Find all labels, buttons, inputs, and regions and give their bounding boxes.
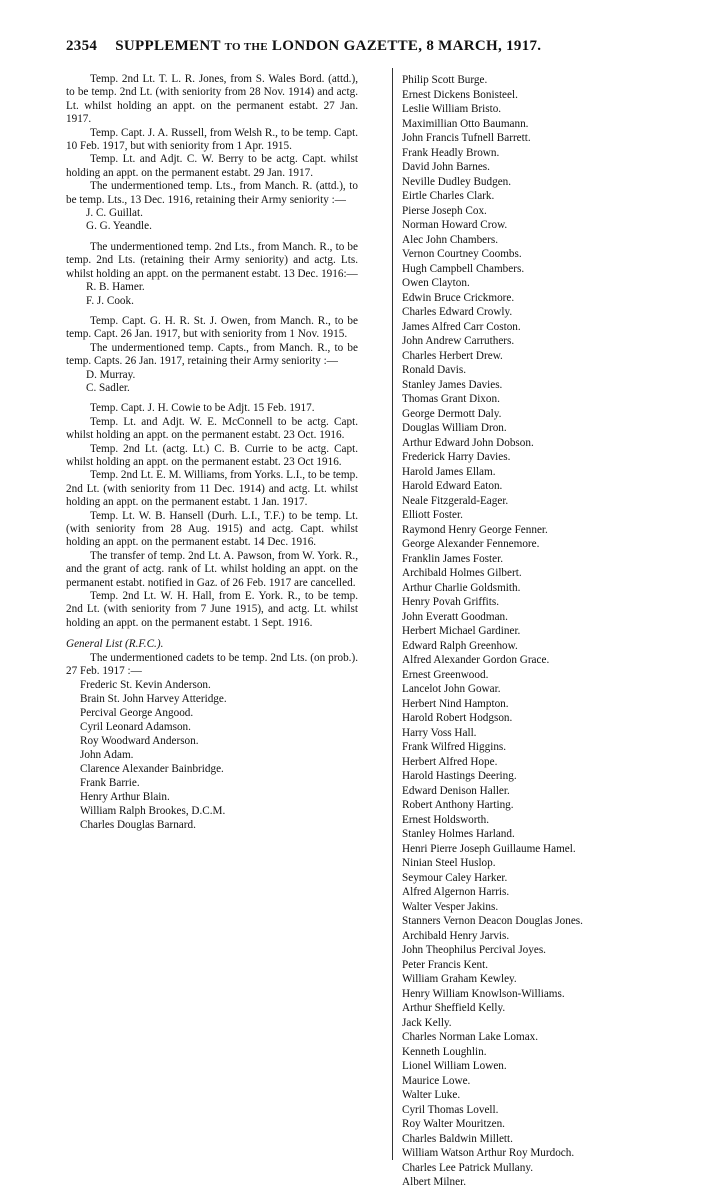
list-item: Charles Baldwin Millett.: [402, 1132, 513, 1145]
notice-paragraph: Temp. 2nd Lt. E. M. Williams, from Yorks. L.I., to be temp. 2nd Lt. (with seniority from 11 Dec. 1914) and actg. Lt. whilst holding an appt. on the permanent estabt. 1 Jan. 1917.: [66, 469, 358, 509]
notice-paragraph: Temp. 2nd Lt. W. H. Hall, from E. York. R., to be temp. 2nd Lt. (with seniority from 7 June 1915), and actg. Lt. whilst holding an appt. on the permanent estabt. 1 Sept. 1916.: [66, 590, 358, 629]
list-item: Brain St. John Harvey Atteridge.: [80, 693, 227, 706]
list-item: Arthur Edward John Dobson.: [402, 436, 534, 449]
list-item: Archibald Henry Jarvis.: [402, 929, 510, 942]
list-item: Walter Vesper Jakins.: [402, 900, 499, 913]
list-item: John Adam.: [80, 749, 134, 762]
right-column: [402, 73, 702, 1190]
list-item: Ronald Davis.: [402, 364, 467, 376]
list-item: Alfred Algernon Harris.: [402, 886, 510, 898]
list-item: Robert Anthony Harting.: [402, 799, 514, 811]
list-item: Arthur Sheffield Kelly.: [402, 1002, 506, 1014]
list-item: Kenneth Loughlin.: [402, 1045, 487, 1058]
notice-paragraph: The undermentioned temp. Lts., from Manch. R. (attd.), to be temp. Lts., 13 Dec. 1916, retaining their Army seniority :—: [66, 180, 358, 206]
notice-paragraph: The undermentioned temp. 2nd Lts., from Manch. R., to be temp. 2nd Lts. (retaining their Army seniority) and actg. Lts. whilst holding an appt. on the permanent estabt. 13 Dec. 1916:—: [66, 240, 358, 280]
list-item: Charles Herbert Drew.: [402, 349, 503, 362]
list-item: Henry Povah Griffits.: [402, 596, 500, 608]
left-column: [66, 73, 358, 832]
list-item: Neville Dudley Budgen.: [402, 175, 512, 188]
list-item: James Alfred Carr Coston.: [402, 320, 521, 333]
list-item: William Watson Arthur Roy Murdoch.: [402, 1147, 575, 1159]
list-item: Henry Arthur Blain.: [80, 791, 170, 804]
list-item: Franklin James Foster.: [402, 552, 503, 565]
header-title-to-the: TO THE: [224, 41, 268, 53]
list-item: Elliott Foster.: [402, 509, 463, 521]
list-item: Leslie William Bristo.: [402, 103, 502, 115]
list-item: Pierse Joseph Cox.: [402, 204, 487, 217]
list-item: Edwin Bruce Crickmore.: [402, 291, 515, 304]
notice-paragraph: Temp. Capt. G. H. R. St. J. Owen, from Manch. R., to be temp. Capt. 26 Jan. 1917, but with seniority from 1 Nov. 1915.: [66, 314, 358, 341]
list-item: Eirtle Charles Clark.: [402, 190, 495, 202]
notice-paragraph: The undermentioned temp. Capts., from Manch. R., to be temp. Capts. 26 Jan. 1917, retaining their Army seniority :—: [66, 341, 358, 368]
cadet-name-list: [66, 678, 358, 832]
list-item: Owen Clayton.: [402, 277, 470, 289]
list-item: Roy Woodward Anderson.: [80, 735, 199, 748]
list-item: Vernon Courtney Coombs.: [402, 248, 522, 260]
list-item: Charles Edward Crowly.: [402, 306, 513, 318]
list-item: G. G. Yeandle.: [86, 220, 152, 233]
list-item: Maximillian Otto Baumann.: [402, 117, 529, 130]
list-item: William Ralph Brookes, D.C.M.: [80, 805, 226, 818]
list-item: Ninian Steel Huslop.: [402, 857, 496, 869]
list-item: Ernest Greenwood.: [402, 668, 489, 681]
column-divider: [392, 68, 393, 1160]
header-title-gazette: LONDON GAZETTE, 8 MARCH, 1917.: [271, 38, 542, 54]
cadet-name-list: [402, 73, 702, 1190]
list-item: Albert Milner.: [402, 1176, 467, 1188]
list-item: Roy Walter Mouritzen.: [402, 1118, 505, 1130]
list-item: Walter Luke.: [402, 1089, 461, 1101]
page-header: [66, 38, 646, 55]
officer-name-list: [66, 281, 358, 308]
list-item: Charles Lee Patrick Mullany.: [402, 1161, 533, 1174]
list-item: Raymond Henry George Fenner.: [402, 523, 548, 536]
notice-paragraph: Temp. Lt. and Adjt. C. W. Berry to be actg. Capt. whilst holding an appt. on the permanent estabt. 29 Jan. 1917.: [66, 153, 358, 179]
header-title-supplement: SUPPLEMENT: [115, 38, 221, 54]
list-item: Lancelot John Gowar.: [402, 683, 501, 695]
list-item: Hugh Campbell Chambers.: [402, 262, 525, 275]
list-item: Frederic St. Kevin Anderson.: [80, 679, 211, 692]
list-item: Stanley Holmes Harland.: [402, 828, 515, 840]
list-item: Ernest Dickens Bonisteel.: [402, 88, 518, 101]
list-item: C. Sadler.: [86, 381, 130, 394]
list-item: Alfred Alexander Gordon Grace.: [402, 654, 550, 666]
list-item: Harold Hastings Deering.: [402, 770, 517, 782]
list-item: Frederick Harry Davies.: [402, 451, 511, 463]
list-item: D. Murray.: [86, 368, 136, 381]
list-item: J. C. Guillat.: [86, 207, 143, 220]
list-item: George Alexander Fennemore.: [402, 538, 540, 550]
list-item: Percival George Angood.: [80, 707, 194, 720]
list-item: Henri Pierre Joseph Guillaume Hamel.: [402, 842, 576, 855]
notice-paragraph: Temp. Lt. and Adjt. W. E. McConnell to be actg. Capt. whilst holding an appt. on the permanent estabt. 23 Oct. 1916.: [66, 415, 358, 442]
page-number: 2354: [66, 38, 98, 54]
list-item: R. B. Hamer.: [86, 281, 145, 294]
list-item: John Francis Tufnell Barrett.: [402, 132, 531, 144]
list-item: Cyril Leonard Adamson.: [80, 721, 191, 734]
list-item: Harold Robert Hodgson.: [402, 712, 513, 724]
list-item: Maurice Lowe.: [402, 1074, 471, 1087]
list-item: Herbert Nind Hampton.: [402, 697, 509, 710]
list-item: Charles Douglas Barnard.: [80, 819, 196, 832]
list-item: Edward Denison Haller.: [402, 784, 510, 797]
list-item: Stanners Vernon Deacon Douglas Jones.: [402, 915, 583, 927]
list-item: Neale Fitzgerald-Eager.: [402, 494, 509, 507]
notice-paragraph: Temp. Lt. W. B. Hansell (Durh. L.I., T.F.) to be temp. Lt. (with seniority from 28 Aug. 1915) and actg. Capt. whilst holding an appt. on the permanent estabt. 14 Dec. 1916.: [66, 509, 358, 549]
list-item: Harold Edward Eaton.: [402, 480, 503, 492]
notice-paragraph: Temp. Capt. J. A. Russell, from Welsh R., to be temp. Capt. 10 Feb. 1917, but with seniority from 1 Apr. 1915.: [66, 126, 358, 153]
notice-paragraph: Temp. Capt. J. H. Cowie to be Adjt. 15 Feb. 1917.: [90, 402, 315, 415]
list-item: John Andrew Carruthers.: [402, 335, 515, 347]
list-item: Herbert Alfred Hope.: [402, 755, 498, 768]
list-item: Jack Kelly.: [402, 1016, 452, 1029]
list-item: John Everatt Goodman.: [402, 610, 508, 623]
list-item: Arthur Charlie Goldsmith.: [402, 581, 521, 594]
list-item: Edward Ralph Greenhow.: [402, 639, 518, 652]
list-item: Philip Scott Burge.: [402, 74, 488, 86]
list-item: Seymour Caley Harker.: [402, 871, 508, 884]
list-item: Cyril Thomas Lovell.: [402, 1103, 499, 1116]
list-item: Norman Howard Crow.: [402, 219, 508, 231]
list-item: Douglas William Dron.: [402, 422, 507, 434]
list-item: George Dermott Daly.: [402, 407, 502, 420]
officer-name-list: [66, 207, 358, 234]
list-item: Thomas Grant Dixon.: [402, 393, 500, 405]
notice-paragraph: Temp. 2nd Lt. T. L. R. Jones, from S. Wales Bord. (attd.), to be temp. 2nd Lt. (with seniority from 28 Nov. 1914) and actg. Lt. whilst holding an appt. on the permanent estabt. 27 Jan. 1917.: [66, 73, 358, 126]
list-item: Frank Headly Brown.: [402, 146, 500, 159]
officer-name-list: [66, 369, 358, 396]
list-item: Charles Norman Lake Lomax.: [402, 1031, 539, 1043]
list-item: Clarence Alexander Bainbridge.: [80, 763, 224, 776]
notice-paragraph: The undermentioned cadets to be temp. 2nd Lts. (on prob.). 27 Feb. 1917 :—: [66, 651, 358, 678]
notice-paragraph: The transfer of temp. 2nd Lt. A. Pawson, from W. York. R., and the grant of actg. rank of Lt. whilst holding an appt. on the permanent estabt. notified in Gaz. of 26 Feb. 1917 are cancelled.: [66, 549, 358, 589]
list-item: Herbert Michael Gardiner.: [402, 625, 521, 637]
list-item: Lionel William Lowen.: [402, 1060, 507, 1072]
list-item: Frank Barrie.: [80, 777, 140, 790]
list-item: Archibald Holmes Gilbert.: [402, 567, 522, 579]
list-item: Harold James Ellam.: [402, 465, 496, 478]
notice-paragraph: Temp. 2nd Lt. (actg. Lt.) C. B. Currie to be actg. Capt. whilst holding an appt. on the permanent estabt. 23 Oct 1916.: [66, 442, 358, 468]
list-item: Harry Voss Hall.: [402, 726, 477, 739]
list-item: David John Barnes.: [402, 161, 490, 173]
list-item: Henry William Knowlson-Williams.: [402, 987, 565, 1000]
list-item: William Graham Kewley.: [402, 973, 517, 985]
list-item: Frank Wilfred Higgins.: [402, 741, 507, 753]
list-item: Peter Francis Kent.: [402, 958, 489, 971]
list-item: Ernest Holdsworth.: [402, 813, 490, 826]
list-item: Alec John Chambers.: [402, 233, 499, 246]
list-item: F. J. Cook.: [86, 294, 134, 307]
list-item: John Theophilus Percival Joyes.: [402, 944, 546, 956]
section-heading: General List (R.F.C.).: [66, 638, 164, 651]
list-item: Stanley James Davies.: [402, 378, 503, 391]
